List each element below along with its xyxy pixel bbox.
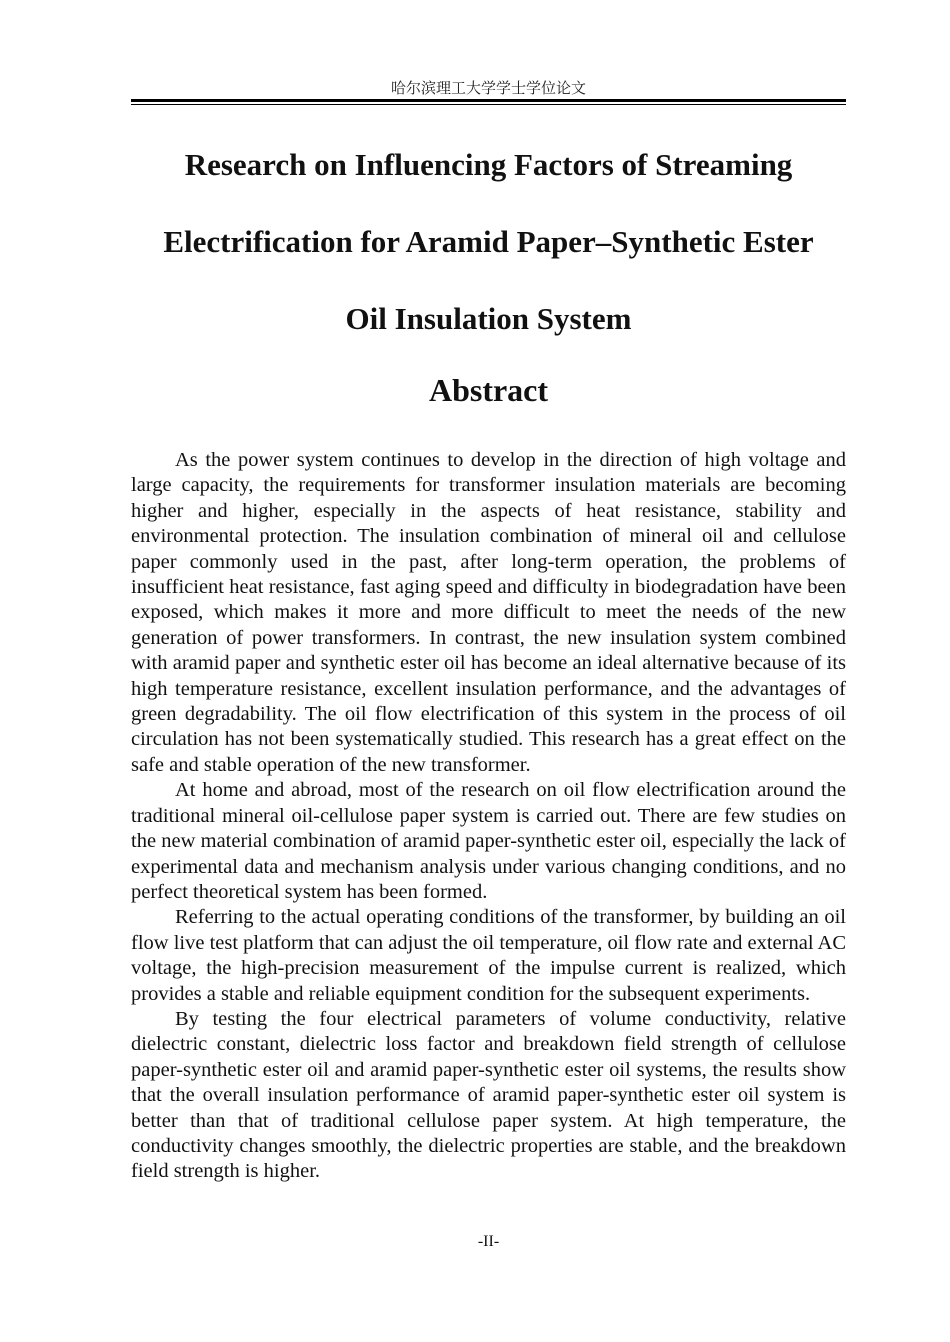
title-line-1: Research on Influencing Factors of Streaming — [184, 147, 793, 182]
title-line-3: Oil Insulation System — [345, 301, 632, 336]
header-rule-thin — [131, 104, 846, 105]
abstract-paragraph-2: At home and abroad, most of the research on oil flow electrification around the traditional mineral oil-cellulose paper system is carried out. There are few studies on the new material combination of aramid paper-synthetic ester oil, especially the lack of experimental data and mechanism analysis under various changing conditions, and no perfect theoretical system has been formed. — [131, 779, 846, 903]
title-line-2: Electrification for Aramid Paper–Synthetic Ester — [163, 224, 814, 259]
abstract-paragraph-1: As the power system continues to develop in the direction of high voltage and large capacity, the requirements for transformer insulation materials are becoming higher and higher, especially in the aspects of heat resistance, stability and environmental protection. The insulation combination of mineral oil and cellulose paper commonly used in the past, after long-term operation, the problems of insufficient heat resistance, fast aging speed and difficulty in biodegradation have been exposed, which makes it more and more difficult to meet the needs of the new generation of power transformers. In contrast, the new insulation system combined with aramid paper and synthetic ester oil has become an ideal alternative because of its high temperature resistance, excellent insulation performance, and the advantages of green degradability. The oil flow electrification of this system in the process of oil circulation has not been systematically studied. This research has a great effect on the safe and stable operation of the new transformer. — [131, 449, 846, 776]
abstract-heading: Abstract — [428, 372, 549, 408]
running-header: 哈尔滨理工大学学士学位论文 — [390, 79, 586, 97]
header-rule-thick — [131, 99, 846, 102]
thesis-title — [131, 126, 846, 357]
abstract-paragraph-3: Referring to the actual operating conditions of the transformer, by building an oil flow live test platform that can adjust the oil temperature, oil flow rate and external AC voltage, the high-precision measurement of the impulse current is realized, which provides a stable and reliable equipment condition for the subsequent experiments. — [131, 906, 846, 1005]
page-number: -II- — [477, 1233, 500, 1250]
abstract-body — [131, 448, 846, 1185]
abstract-paragraph-4: By testing the four electrical parameters of volume conductivity, relative dielectric constant, dielectric loss factor and breakdown field strength of cellulose paper-synthetic ester oil and aramid paper-synthetic ester oil systems, the results show that the overall insulation performance of aramid paper-synthetic ester oil system is better than that of traditional cellulose paper system. At high temperature, the conductivity changes smoothly, the dielectric properties are stable, and the breakdown field strength is higher. — [131, 1007, 846, 1183]
